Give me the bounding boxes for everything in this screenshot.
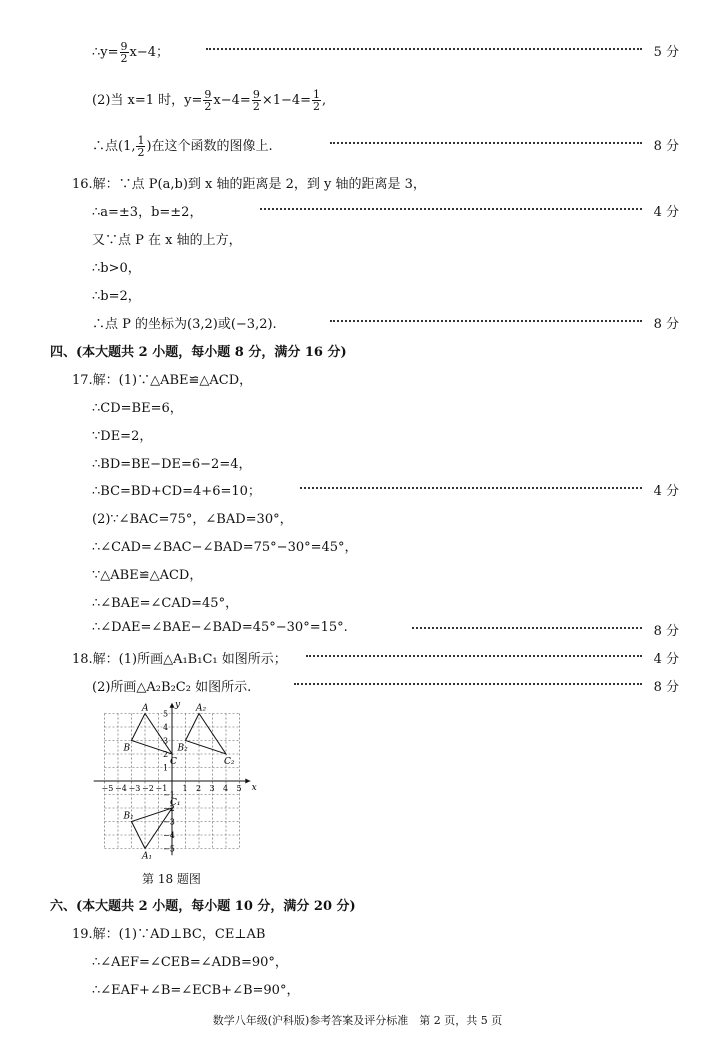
vertex-label: A bbox=[142, 703, 149, 714]
page-footer: 数学八年级(沪科版)参考答案及评分标准 第 2 页，共 5 页 bbox=[212, 1014, 503, 1027]
line-text: 四、(本大题共 2 小题，每小题 8 分，满分 16 分) bbox=[50, 345, 347, 360]
score: 8 分 bbox=[653, 317, 679, 332]
fraction: $\frac{9}{2}$ bbox=[204, 88, 212, 113]
x-tick-label: −3 bbox=[128, 784, 141, 793]
x-axis-arrow bbox=[245, 779, 250, 784]
line-text: ∴BD=BE−DE=6−2=4， bbox=[92, 457, 252, 472]
answer-line bbox=[0, 226, 715, 250]
line-text: ∴a=±3，b=±2， bbox=[92, 205, 203, 220]
triangle bbox=[132, 714, 173, 755]
line-text: (2)∵∠BAC=75°，∠BAD=30°， bbox=[92, 512, 293, 527]
x-tick-label: −5 bbox=[101, 784, 114, 793]
answer-line bbox=[0, 394, 715, 418]
vertex-label: B₁ bbox=[123, 811, 134, 822]
line-text: , bbox=[322, 93, 327, 108]
dot-leader bbox=[206, 48, 642, 50]
answer-line bbox=[0, 589, 715, 613]
score: 5 分 bbox=[653, 45, 679, 60]
answer-line bbox=[0, 366, 715, 390]
coordinate-figure bbox=[92, 699, 257, 862]
vertex-label: B bbox=[123, 743, 131, 754]
line-text: ∴点 P 的坐标为(3,2)或(−3,2). bbox=[92, 317, 277, 332]
y-tick-label: 5 bbox=[163, 709, 169, 719]
line-text: ∴∠DAE=∠BAE−∠BAD=45°−30°=15°. bbox=[92, 620, 348, 635]
score: 4 分 bbox=[653, 484, 679, 499]
answer-line bbox=[0, 282, 715, 306]
y-tick-label: −4 bbox=[163, 831, 175, 840]
line-text: ×1−4= bbox=[261, 93, 312, 108]
answer-line bbox=[0, 533, 715, 557]
section-heading bbox=[0, 892, 715, 916]
answer-line bbox=[0, 170, 715, 194]
x-tick-label: 1 bbox=[182, 784, 188, 793]
line-text: 19.解：(1)∵AD⊥BC，CE⊥AB bbox=[72, 927, 266, 942]
y-axis-label: y bbox=[175, 699, 181, 710]
line-text: (2)所画△A₂B₂C₂ 如图所示. bbox=[92, 680, 252, 695]
answer-line bbox=[0, 422, 715, 446]
line-text: ∴∠CAD=∠BAC−∠BAD=75°−30°=45°， bbox=[92, 540, 358, 555]
y-tick-label: 3 bbox=[163, 736, 169, 746]
answer-line bbox=[0, 505, 715, 529]
answer-line bbox=[0, 617, 715, 641]
y-tick-label: −5 bbox=[163, 844, 175, 854]
y-tick-label: 2 bbox=[163, 750, 169, 759]
x-tick-label: −1 bbox=[155, 784, 168, 793]
x-axis-label: x bbox=[251, 783, 257, 793]
fraction: $\frac{1}{2}$ bbox=[137, 134, 145, 159]
line-text: ∵△ABE≌△ACD， bbox=[92, 568, 203, 583]
triangle bbox=[186, 714, 227, 755]
y-tick-label: −3 bbox=[163, 817, 175, 827]
line-text: ∴y= bbox=[92, 45, 119, 60]
y-tick-label: −1 bbox=[163, 790, 175, 800]
x-tick-label: 5 bbox=[236, 784, 242, 793]
vertex-label: C₁ bbox=[170, 798, 181, 808]
answer-line bbox=[0, 976, 715, 1000]
y-tick-label: 1 bbox=[163, 763, 169, 773]
x-tick-label: 3 bbox=[209, 784, 215, 793]
dot-leader bbox=[260, 208, 642, 210]
vertex-label: A₁ bbox=[142, 851, 153, 862]
answer-line bbox=[0, 254, 715, 278]
score: 8 分 bbox=[653, 139, 679, 154]
answer-line bbox=[0, 948, 715, 972]
answer-line bbox=[0, 86, 715, 113]
score: 4 分 bbox=[653, 205, 679, 220]
y-tick-label: −2 bbox=[163, 804, 175, 813]
line-text: )在这个函数的图像上. bbox=[146, 139, 273, 154]
line-text: ∴点(1, bbox=[92, 139, 136, 154]
answer-line bbox=[0, 477, 715, 501]
dot-leader bbox=[330, 320, 642, 322]
line-text: ∴∠BAE=∠CAD=45°， bbox=[92, 596, 239, 611]
line-text: ∵DE=2， bbox=[92, 429, 153, 444]
vertex-label: B₂ bbox=[177, 743, 188, 754]
y-tick-label: 4 bbox=[163, 723, 169, 732]
dot-leader bbox=[300, 487, 642, 489]
line-text: x−4； bbox=[129, 45, 170, 60]
line-text: 17.解：(1)∵△ABE≌△ACD， bbox=[72, 373, 253, 388]
line-text: ∴BC=BD+CD=4+6=10； bbox=[92, 484, 261, 499]
answer-line bbox=[0, 38, 715, 65]
line-text: x−4= bbox=[213, 93, 251, 108]
fraction: $\frac{1}{2}$ bbox=[313, 88, 321, 113]
x-tick-label: −2 bbox=[142, 784, 154, 793]
fraction: $\frac{9}{2}$ bbox=[120, 40, 128, 65]
answer-line bbox=[0, 561, 715, 585]
x-tick-label: −4 bbox=[115, 784, 127, 793]
x-tick-label: 4 bbox=[223, 784, 229, 793]
line-text: 六、(本大题共 2 小题，每小题 10 分，满分 20 分) bbox=[50, 899, 356, 914]
line-text: ∴∠AEF=∠CEB=∠ADB=90°， bbox=[92, 955, 288, 970]
answer-line bbox=[0, 645, 715, 669]
line-text: ∴∠EAF+∠B=∠ECB+∠B=90°， bbox=[92, 983, 300, 998]
dot-leader bbox=[330, 142, 642, 144]
vertex-label: C₂ bbox=[224, 757, 235, 767]
score: 4 分 bbox=[653, 652, 679, 667]
score: 8 分 bbox=[653, 680, 679, 695]
score: 8 分 bbox=[653, 624, 679, 639]
line-text: 又∵点 P 在 x 轴的上方， bbox=[92, 233, 242, 248]
y-axis-arrow bbox=[170, 703, 175, 708]
fraction: $\frac{9}{2}$ bbox=[252, 88, 260, 113]
line-text: ∴b>0， bbox=[92, 261, 141, 276]
dot-leader bbox=[412, 627, 642, 629]
line-text: (2)当 x=1 时，y= bbox=[92, 93, 203, 108]
dot-leader bbox=[294, 683, 642, 685]
answer-line bbox=[0, 673, 715, 697]
answer-line bbox=[0, 310, 715, 334]
line-text: 18.解：(1)所画△A₁B₁C₁ 如图所示； bbox=[72, 652, 287, 667]
triangle bbox=[132, 808, 173, 849]
answer-line bbox=[0, 198, 715, 222]
figure-caption: 第 18 题图 bbox=[142, 872, 201, 886]
section-heading bbox=[0, 338, 715, 362]
vertex-label: A₂ bbox=[196, 703, 207, 714]
answer-line bbox=[0, 450, 715, 474]
answer-line bbox=[0, 920, 715, 944]
vertex-label: C bbox=[170, 757, 177, 767]
line-text: ∴CD=BE=6， bbox=[92, 401, 183, 416]
line-text: ∴b=2， bbox=[92, 289, 141, 304]
x-tick-label: 2 bbox=[196, 784, 202, 793]
line-text: 16.解：∵点 P(a,b)到 x 轴的距离是 2，到 y 轴的距离是 3， bbox=[72, 177, 426, 192]
answer-line bbox=[0, 132, 715, 159]
dot-leader bbox=[306, 655, 642, 657]
